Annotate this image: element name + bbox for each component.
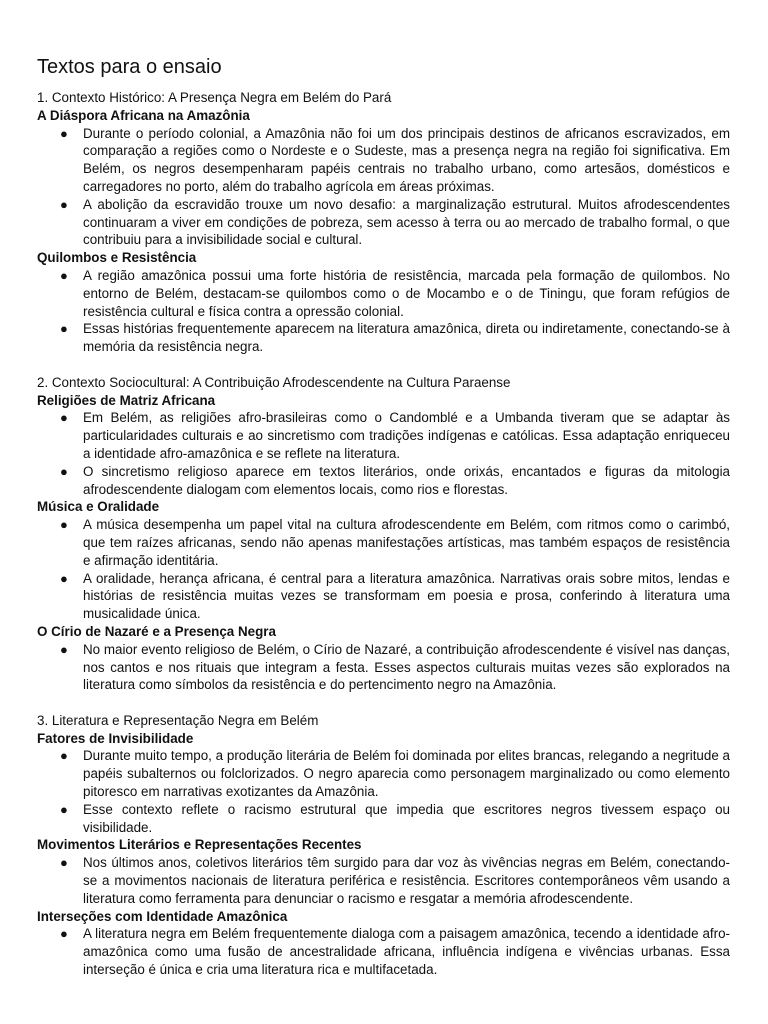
bullet-icon: ● [60, 748, 68, 764]
list-item [37, 570, 730, 623]
list-item [37, 267, 730, 320]
list-item-text: Durante muito tempo, a produção literária de Belém foi dominada por elites brancas, relegando a negritude a papéis subalternos ou folclorizados. O negro aparecia como personagem marginalizado ou como elemento pitoresco em narrativas exotizantes da Amazônia. [83, 748, 730, 800]
bullet-list [37, 854, 730, 907]
list-item [37, 320, 730, 356]
list-item-text: Nos últimos anos, coletivos literários têm surgido para dar voz às vivências negras em Belém, conectando-se a movimentos nacionais de literatura periférica e resistência. Escritores contemporâneos vêm usando a literatura como ferramenta para denunciar o racismo e resgatar a memória afrodescendente. [83, 855, 730, 906]
subsection-title: Fatores de Invisibilidade [37, 730, 194, 746]
list-item-text: Durante o período colonial, a Amazônia não foi um dos principais destinos de africanos escravizados, em comparação a regiões como o Nordeste e o Sudeste, mas a presença negra na região foi significativa. Em Belém, os negros desempenharam papéis centrais no trabalho urbano, como artesãos, domésticos e carregadores no porto, além do trabalho agrícola em áreas próximas. [83, 125, 730, 194]
list-item [37, 516, 730, 569]
bullet-list [37, 267, 730, 356]
list-item [37, 925, 730, 978]
bullet-icon: ● [60, 125, 68, 141]
list-item-text: No maior evento religioso de Belém, o Círio de Nazaré, a contribuição afrodescendente é visível nas danças, nos cantos e nos rituais que integram a festa. Esses aspectos culturais muitas vezes são explorados na literatura como símbolos da resistência e do pertencimento negro na Amazônia. [83, 641, 730, 693]
document-body [37, 89, 730, 979]
list-item-text: A oralidade, herança africana, é central para a literatura amazônica. Narrativas orais sobre mitos, lendas e histórias de resistência muitas vezes se transformam em poesia e prosa, conferindo à literatura uma musicalidade única. [83, 570, 730, 622]
bullet-list [37, 516, 730, 623]
list-item-text: A literatura negra em Belém frequentemente dialoga com a paisagem amazônica, tecendo a identidade afro-amazônica como uma fusão de ancestralidade africana, influência indígena e vivências urbanas. Essa interseção é única e cria uma literatura rica e multifacetada. [83, 926, 730, 978]
subsection-title: A Diáspora Africana na Amazônia [37, 107, 250, 123]
bullet-icon: ● [60, 641, 68, 657]
bullet-icon: ● [60, 801, 68, 817]
list-item [37, 747, 730, 800]
subsection-title: Religiões de Matriz Africana [37, 392, 216, 408]
bullet-icon: ● [60, 517, 68, 533]
list-item [37, 801, 730, 837]
subsection-title: Quilombos e Resistência [37, 250, 197, 266]
bullet-list [37, 925, 730, 978]
list-item [37, 409, 730, 462]
bullet-list [37, 641, 730, 694]
bullet-list [37, 747, 730, 836]
bullet-icon: ● [60, 410, 68, 426]
list-item-text: O sincretismo religioso aparece em textos literários, onde orixás, encantados e figuras da mitologia afrodescendente dialogam com elementos locais, como rios e florestas. [83, 463, 730, 497]
list-item [37, 854, 730, 907]
bullet-list [37, 409, 730, 498]
bullet-icon: ● [60, 196, 68, 212]
list-item-text: Esse contexto reflete o racismo estrutural que impedia que escritores negros tivessem espaço ou visibilidade. [83, 801, 730, 835]
section-heading: 2. Contexto Sociocultural: A Contribuição Afrodescendente na Cultura Paraense [37, 374, 511, 390]
list-item [37, 641, 730, 694]
list-item-text: A região amazônica possui uma forte história de resistência, marcada pela formação de quilombos. No entorno de Belém, destacam-se quilombos como o de Mocambo e o de Tiningu, que foram refúgios de resistência cultural e física contra a opressão colonial. [83, 267, 730, 319]
list-item-text: Essas histórias frequentemente aparecem na literatura amazônica, direta ou indiretamente, conectando-se à memória da resistência negra. [83, 321, 730, 355]
list-item-text: A abolição da escravidão trouxe um novo desafio: a marginalização estrutural. Muitos afrodescendentes continuaram a viver em condições de pobreza, sem acesso à terra ou ao mercado de trabalho formal, o que contribuiu para a invisibilidade social e cultural. [83, 196, 730, 248]
subsection-title: Interseções com Identidade Amazônica [37, 908, 288, 924]
bullet-list [37, 125, 730, 250]
bullet-icon: ● [60, 463, 68, 479]
list-item-text: A música desempenha um papel vital na cultura afrodescendente em Belém, com ritmos como o carimbó, que tem raízes africanas, sendo não apenas manifestações artísticas, mas também espaços de resistência e afirmação identitária. [83, 517, 730, 568]
list-item [37, 125, 730, 196]
subsection-title: Movimentos Literários e Representações Recentes [37, 837, 362, 853]
section-heading: 1. Contexto Histórico: A Presença Negra em Belém do Pará [37, 90, 392, 105]
subsection-title: Música e Oralidade [37, 499, 160, 515]
subsection-title: O Círio de Nazaré e a Presença Negra [37, 623, 276, 639]
bullet-icon: ● [60, 570, 68, 586]
bullet-icon: ● [60, 926, 68, 942]
bullet-icon: ● [60, 855, 68, 871]
list-item-text: Em Belém, as religiões afro-brasileiras como o Candomblé e a Umbanda tiveram que se adaptar às particularidades culturais e ao sincretismo com tradições indígenas e católicas. Essa adaptação enriqueceu a identidade afro-amazônica e se reflete na literatura. [83, 410, 730, 461]
bullet-icon: ● [60, 267, 68, 283]
section-heading: 3. Literatura e Representação Negra em Belém [37, 712, 319, 728]
list-item [37, 196, 730, 249]
page-title: Textos para o ensaio [37, 56, 222, 78]
bullet-icon: ● [60, 321, 68, 337]
list-item [37, 463, 730, 499]
